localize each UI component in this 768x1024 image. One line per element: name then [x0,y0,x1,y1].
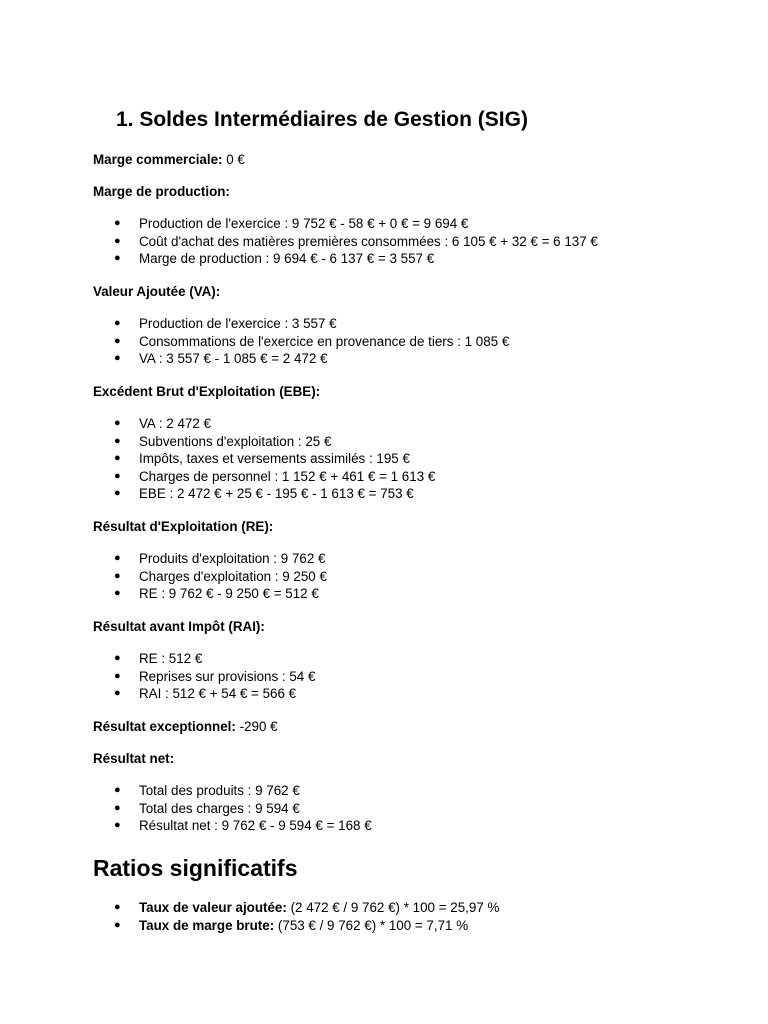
bullet-icon: ● [114,587,121,599]
bullet-icon: ● [114,669,121,682]
bullet-icon: ● [114,469,121,482]
bullet-icon: ● [114,452,121,464]
bullet-icon: ● [114,417,121,429]
re-label: Résultat d'Exploitation (RE): [93,519,274,534]
bullet-icon: ● [114,334,121,347]
re-heading [93,518,273,535]
valeur-ajoutee-label: Valeur Ajoutée (VA): [93,284,221,299]
marge-commerciale-label: Marge commerciale: [93,152,223,167]
list-item: ● VA : 2 472 € [114,416,211,431]
bullet-icon: ● [114,687,121,699]
bullet-icon: ● [114,434,121,447]
bullet-icon: ● [114,901,121,913]
marge-production-heading [93,183,230,200]
bullet-icon: ● [114,252,121,264]
list-item: ● Marge de production : 9 694 € - 6 137 € = 3 557 € [114,251,435,266]
rai-label: Résultat avant Impôt (RAI): [93,619,265,634]
list-item [0,917,499,935]
rai-heading [93,618,265,635]
bullet-icon: ● [114,801,121,814]
list-item: ● Production de l'exercice : 3 557 € [114,316,337,331]
resultat-net-list [0,782,372,835]
list-item: ● Impôts, taxes et versements assimilés : 195 € [114,451,410,466]
resultat-exceptionnel-line [93,718,278,735]
list-item: ● Charges de personnel : 1 152 € + 461 € = 1 613 € [114,468,436,484]
list-item: ● Reprises sur provisions : 54 € [114,668,316,684]
resultat-exceptionnel-value: -290 € [235,719,278,734]
marge-commerciale-line [93,151,245,168]
bullet-icon: ● [114,217,121,229]
list-item: ● RE : 512 € [114,651,203,666]
valeur-ajoutee-heading [93,283,220,300]
bullet-icon: ● [114,487,121,499]
ratio-label: Taux de valeur ajoutée: [139,900,287,915]
list-item: ● Subventions d'exploitation : 25 € [114,433,332,449]
ratio-value: (753 € / 9 762 €) * 100 = 7,71 % [274,917,469,933]
bullet-icon: ● [114,652,121,664]
marge-commerciale-value: 0 € [222,152,245,167]
ebe-heading [93,383,320,400]
marge-production-label: Marge de production: [93,184,230,199]
resultat-exceptionnel-label: Résultat exceptionnel: [93,719,236,734]
list-item: ● Production de l'exercice : 9 752 € - 58 € + 0 € = 9 694 € [114,216,469,231]
bullet-icon: ● [114,569,121,582]
bullet-icon: ● [114,352,121,364]
list-item: ● RE : 9 762 € - 9 250 € = 512 € [114,586,319,601]
resultat-net-label: Résultat net: [93,751,175,766]
ratio-label: Taux de marge brute: [139,917,275,933]
list-item: ● Total des charges : 9 594 € [114,800,300,816]
marge-production-list [0,215,598,268]
list-item: ● VA : 3 557 € - 1 085 € = 2 472 € [114,351,328,366]
list-item: ● Coût d'achat des matières premières consommées : 6 105 € + 32 € = 6 137 € [114,233,598,249]
re-list [0,550,327,603]
bullet-icon: ● [114,819,121,831]
bullet-icon: ● [114,234,121,247]
list-item: ● Total des produits : 9 762 € [114,783,300,798]
bullet-icon: ● [114,918,121,931]
resultat-net-heading [93,750,174,767]
rai-list [0,650,315,703]
bullet-icon: ● [114,317,121,329]
ratios-title: Ratios significatifs [93,855,298,881]
ratio-value: (2 472 € / 9 762 €) * 100 = 25,97 % [286,900,500,915]
list-item: ● Consommations de l'exercice en provenance de tiers : 1 085 € [114,333,510,349]
ebe-label: Excédent Brut d'Exploitation (EBE): [93,384,321,399]
list-item: ● Résultat net : 9 762 € - 9 594 € = 168 € [114,818,372,833]
valeur-ajoutee-list [0,315,509,368]
bullet-icon: ● [114,784,121,796]
list-item: ● RAI : 512 € + 54 € = 566 € [114,686,297,701]
page-title: 1. Soldes Intermédiaires de Gestion (SIG) [116,108,528,131]
ratios-list [0,899,499,934]
list-item [0,899,499,917]
list-item: ● Charges d'exploitation : 9 250 € [114,568,327,584]
list-item: ● Produits d'exploitation : 9 762 € [114,551,326,566]
list-item: ● EBE : 2 472 € + 25 € - 195 € - 1 613 € = 753 € [114,486,414,501]
bullet-icon: ● [114,552,121,564]
ebe-list [0,415,435,503]
